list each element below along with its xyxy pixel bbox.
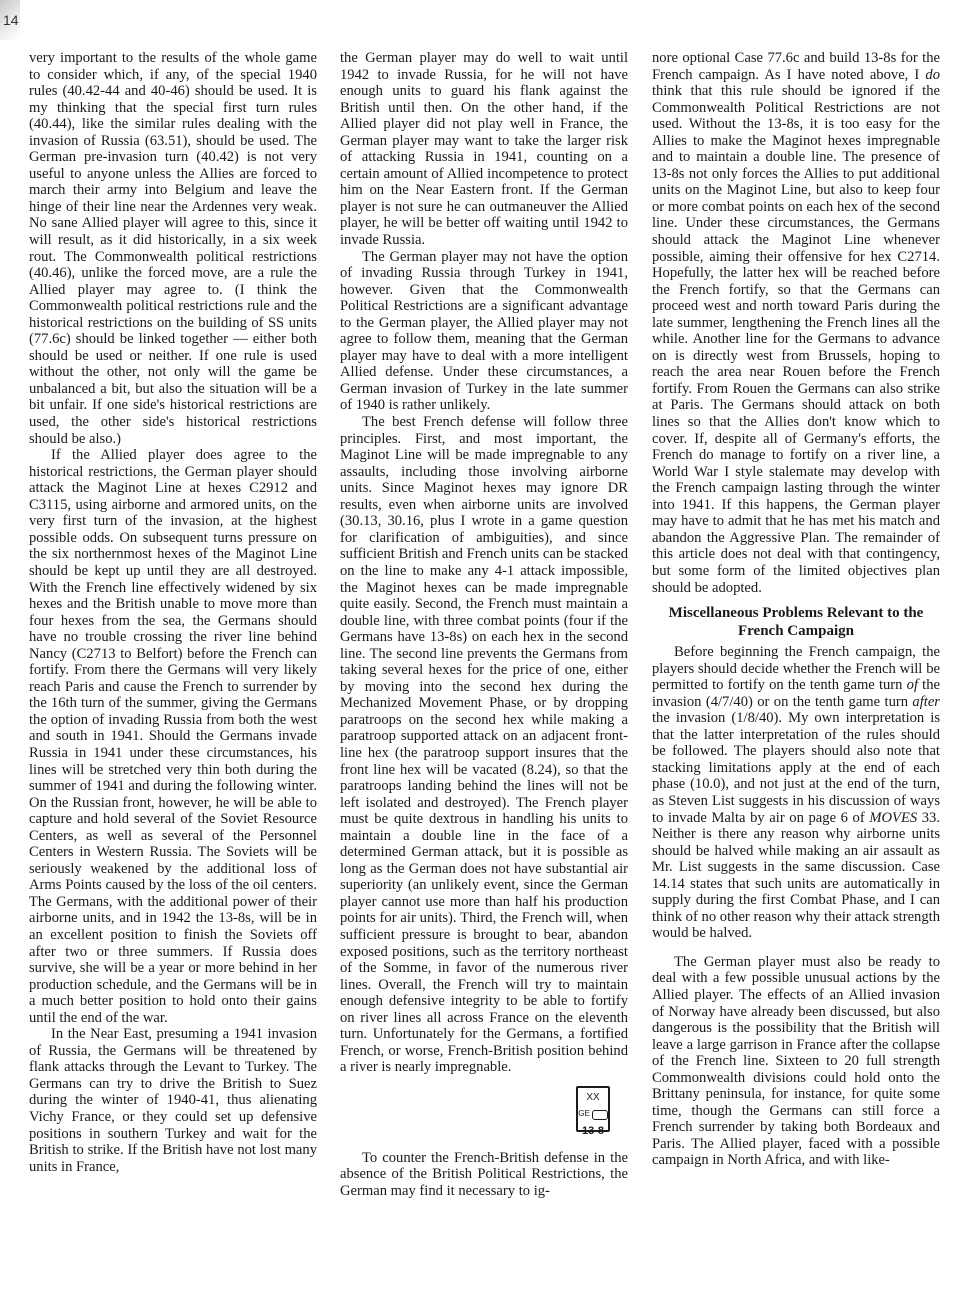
paragraph: In the Near East, presuming a 1941 invasion of Russia, the Germans will be threatened by flank attacks through the Levant to Turkey. The Germans can try to drive the British to Suez during the winter of 1940-41, thus alienating Vichy France, or they could set up defensive positions in southern Turkey and wait for the British to strike. If the British have not lost many units in France, (29, 1026, 317, 1175)
column-2 (340, 50, 628, 1200)
section-heading: Miscellaneous Problems Relevant to the French Campaign (668, 605, 924, 640)
text-run: the invasion (4/7/40) or on the tenth game turn (652, 677, 940, 710)
paragraph: The German player may not have the option of invading Russia through Turkey in 1941, however. Given that the Commonwealth Political Restrictions are a significant advantage to the German player, the Allied player may not agree to follow them, meaning that the German player may have to deal with a more intelligent Allied defense. Under these circumstances, a German invasion of Turkey in the late summer of 1940 is rather unlikely. (340, 248, 628, 414)
unit-nationality-label: GE (578, 1109, 590, 1119)
emphasis-text: do (925, 66, 940, 83)
text-run: nore optional Case 77.6c and build 13-8s for the French campaign. As I have noted above, I (652, 50, 940, 83)
paragraph: The best French defense will follow three principles. First, and most important, the Maginot Line will be made impregnable to any assaults, including those involving airborne units. Since Maginot hexes may ignore DR results, even when airborne units are involved (30.13, 30.16, plus I wrote in a game question for clarification of ambiguities), and since sufficient British and French units can be stacked on the line to make any 4-1 attack impossible, the Maginot hexes can be made impregnable quite easily. Second, the French must maintain a double line, with three combat points (four if the Germans have 13-8s) on each hex in the second line. The second line prevents the Germans from taking several hexes for the price of one, either by moving into the second hex during the Mechanized Movement Phase, or by dropping paratroops on the second hex while making a paratroop supported attack on an adjacent front-line hex (the paratroop support insures that the front line hex will be vacated (8.24), so that the paratroops landing behind the lines will not be left isolated and destroyed). The French player must be quite dextrous in handling his units to maintain a double line in the face of a determined German attack, but it is possible as long as the German does not have substantial air superiority (an unlikely event, since the German player cannot use more than half his production points for air units). Third, the French will, when sufficient pressure is brought to bear, abandon exposed positions, such as the territory northeast of the Somme, in favor of the numerous river lines. Overall, the French will try to maintain enough defensive integrity to be able to fortify on river lines all across France on the eleventh turn. Unfortunately for the Germans, a fortified French, or worse, French-British position behind a river is nearly impregnable. (340, 414, 628, 1076)
unit-strength-label: 13-8 (581, 1125, 605, 1137)
armor-box-icon (592, 1110, 608, 1120)
column-1 (29, 50, 317, 1175)
text-run: the invasion (1/8/40). My own interpretation is that the latter interpretation of the rules should be followed. The players should also note that stacking limitations apply at the end of each phase (10.0), and not just at the end of the turn, as Steven List suggests in his discussion of ways to invade Malta by air on page 6 of (652, 710, 940, 826)
unit-size-label: XX (586, 1091, 600, 1103)
text-run: 33. Neither is there any reason why airborne units should be halved while making an air assault as Mr. List suggests in the same discussion. Case 14.14 states that such units are automatically in supply during the first Combat Phase, and I can think of no other reason why their attack strength would be halved. (652, 809, 941, 942)
emphasis-text: of (906, 677, 918, 694)
emphasis-text: MOVES (869, 809, 918, 826)
paragraph: the German player may do well to wait until 1942 to invade Russia, for he will not have enough units to guard his flank against the British until then. On the other hand, if the Allied player did not play well in France, the German player may want to take the larger risk of attacking Russia in 1941, counting on a certain amount of Allied incompetence to protect him on the Near Eastern front. If the German player is not sure he can outmaneuver the Allied player, he will be better off waiting until 1942 to invade Russia. (340, 50, 628, 249)
armor-symbol-icon (578, 1106, 608, 1123)
paragraph (652, 644, 940, 942)
text-run: think that this rule should be ignored if the Commonwealth Political Restrictions are not used. Without the 13-8s, it is too easy for the Allies to make the Maginot hexes impregnable and to maintain a double line. The presence of 13-8s not only forces the Allies to put additional units on the Maginot Line, but also to keep four or more combat points on each hex of the second line. Under these circumstances, the Germans should attack the Maginot Line whenever possible, aiming their offensive for hex C2714. Hopefully, the latter hex will be reached before the French fortify, so that the Germans can proceed west and north toward Paris during the late summer, lengthening the French lines all the while. Another line for the Germans to advance on is directly west from Brussels, hoping to reach the area near Rouen before the French fortify. From Rouen the Germans can also strike at Paris. The Germans should attack on both lines so that the Allies don't know which to cover. If, despite all of Germany's efforts, the French do manage to fortify on a river line, a World War I style stalemate may develop with the French campaign lasting through the winter into 1941. If this happens, the German player may have to admit that he has met his match and abandon the Aggressive Plan. The remainder of this article does not deal with that contingency, but some form of the limited objectives plan should be adopted. (652, 83, 940, 596)
emphasis-text: after (912, 693, 940, 710)
paragraph: very important to the results of the whole game to consider which, if any, of the special 1940 rules (40.42-44 and 40-46) should be used. It is my thinking that the special first turn rules (40.44), like the similar rules dealing with the invasion of Russia (63.51), should be used. The German pre-invasion turn (40.42) is not very useful to anyone unless the Allies are forced to march their army into Belgium and leave the hinge of their line near the Ardennes very weak. No sane Allied player will agree to this, since it will result, as it did historically, in a six week rout. The Commonwealth political restrictions (40.46), unlike the forced move, are a rule the Allied player may agree to. (I think the Commonwealth political restrictions rule and the historical restrictions on the building of SS units (77.6c) should be linked together — either both should be used or neither. If one rule is used without the other, not only will the game be unbalanced a bit, but also the situation will be a bit unfair. If one side's historical restrictions are used, the other side's historical restrictions should be also.) (29, 50, 317, 447)
paragraph: The German player must also be ready to deal with a few possible unusual actions by the Allied player. The effects of an Allied invasion of Norway have already been discussed, but also dangerous is the possibility that the British will leave a large garrison in France after the collapse of the French line. Sixteen to 20 full strength Commonwealth divisions could hold onto the Brittany peninsula, for instance, for quite some time, though the Germans can still force a French surrender by taking both Bordeaux and Paris. The Allied player, faced with a possible campaign in North Africa, and with like- (652, 953, 940, 1169)
paragraph: If the Allied player does agree to the historical restrictions, the German player should attack the Maginot Line at hexes C2912 and C3115, using airborne and armored units, on the very first turn of the invasion, at the highest possible odds. On subsequent turns pressure on the six northernmost hexes of the Maginot Line should be kept up until they are all destroyed. With the French line effectively widened by six hexes and the British unable to move more than four hexes from the sea, the Germans should have no trouble crossing the river line behind Nancy (C2713 to Belfort) before the French can fortify. From there the Germans will very likely reach Paris and cause the French to surrender by the 16th turn of the summer, giving the Germans the option of invading Russia from both the west and south in 1941. Should the Germans invade Russia in 1941 under these circumstances, his lines will be stretched very thin both during the summer of 1941 and during the following winter. On the Russian front, however, he will be able to capture and hold several of the Soviet Resource Centers, as well as several of the Personnel Centers in Western Russia. The Soviets will be seriously weakened by the additional loss of Arms Points caused by the loss of the oil centers. The Germans, with the additional power of their airborne units, and in 1942 the 13-8s, will be in an excellent position to finish the Soviets off after two or three summers. If Russia does survive, she will be a year or more behind in her production schedule, and the Germans will be in a much better position to hold onto their gains until the end of the war. (29, 447, 317, 1026)
text-run: Before beginning the French campaign, the players should decide whether the French will be permitted to fortify on the tenth game turn (652, 644, 940, 694)
unit-counter-icon (576, 1086, 610, 1137)
paragraph (652, 50, 940, 596)
paragraph: To counter the French-British defense in the absence of the British Political Restrictions, the German may find it necessary to ig- (340, 1149, 628, 1199)
column-3 (652, 50, 940, 1169)
page-number: 14 (3, 12, 19, 28)
